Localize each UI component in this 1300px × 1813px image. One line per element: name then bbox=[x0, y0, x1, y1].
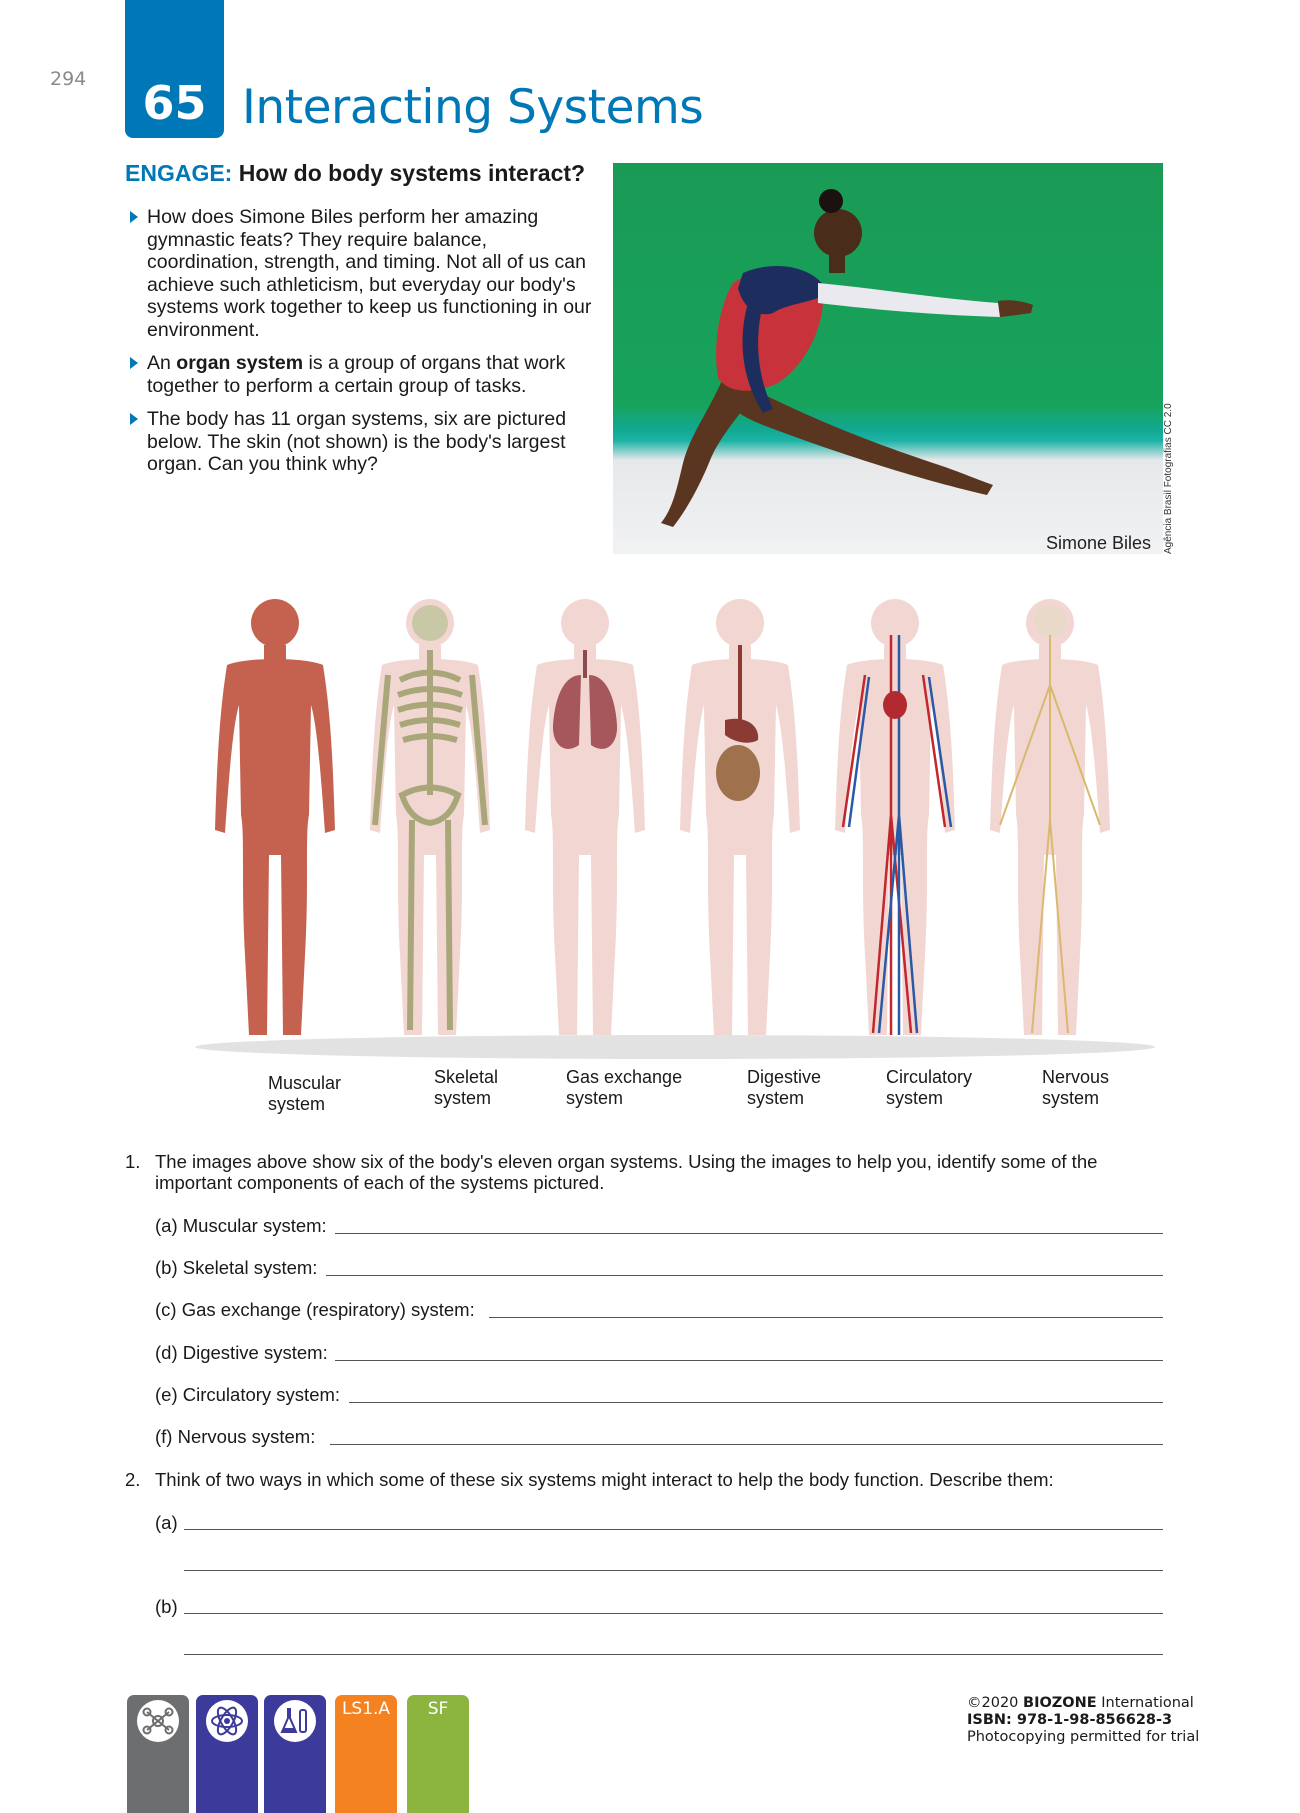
q1e-answer-line[interactable] bbox=[349, 1402, 1163, 1403]
bullet-text: An bbox=[147, 352, 177, 374]
label-gas-exchange: Gas exchange system bbox=[566, 1067, 683, 1108]
page-number: 294 bbox=[50, 68, 87, 90]
engage-question: How do body systems interact? bbox=[238, 160, 586, 186]
bullet-item bbox=[127, 206, 597, 341]
bullet-text: How does Simone Biles perform her amazing gymnastic feats? They require balance, coordination, strength, and timing. Not all of us can achieve such athleticism, but everyday our body's systems work together to keep us functioning in our environment. bbox=[147, 206, 592, 341]
chapter-tab bbox=[125, 0, 224, 138]
bullet-item bbox=[127, 408, 597, 476]
crosscutting-tab bbox=[127, 1695, 189, 1813]
q2b-label: (b) bbox=[155, 1596, 178, 1617]
q1a-answer-line[interactable] bbox=[335, 1233, 1163, 1234]
q2b-answer-line-1[interactable] bbox=[184, 1613, 1163, 1614]
question-1-number: 1. bbox=[125, 1151, 141, 1172]
network-icon bbox=[137, 1700, 179, 1742]
q1f-answer-line[interactable] bbox=[330, 1444, 1163, 1445]
atom-icon bbox=[206, 1700, 248, 1742]
body-systems-figure bbox=[190, 595, 1160, 1060]
q1f-label: (f) Nervous system: bbox=[155, 1426, 316, 1447]
isbn: ISBN: 978-1-98-856628-3 bbox=[967, 1712, 1173, 1728]
science-practice-tab bbox=[196, 1695, 258, 1813]
standard-label: LS1.A bbox=[341, 1699, 391, 1719]
bold-term: organ system bbox=[176, 352, 304, 374]
label-nervous: Nervous system bbox=[1042, 1067, 1110, 1108]
copy-notice: Photocopying permitted for trial bbox=[967, 1729, 1200, 1745]
lab-tab bbox=[264, 1695, 326, 1813]
q2a-answer-line-2[interactable] bbox=[184, 1570, 1163, 1571]
q1d-answer-line[interactable] bbox=[335, 1360, 1163, 1361]
question-2-number: 2. bbox=[125, 1469, 141, 1490]
gymnast-illustration bbox=[613, 163, 1163, 554]
q2a-label: (a) bbox=[155, 1512, 178, 1533]
q1b-label: (b) Skeletal system: bbox=[155, 1257, 318, 1278]
photo-credit: Agência Brasil Fotografias CC 2.0 bbox=[1163, 403, 1174, 554]
engage-label: ENGAGE: bbox=[125, 160, 233, 186]
q1a-label: (a) Muscular system: bbox=[155, 1215, 327, 1236]
gymnast-photo bbox=[613, 163, 1163, 554]
q2a-answer-line-1[interactable] bbox=[184, 1529, 1163, 1530]
bullet-text: The body has 11 organ systems, six are pictured below. The skin (not shown) is the body's largest organ. Can you think why? bbox=[147, 408, 567, 475]
standard-label: SF bbox=[427, 1699, 449, 1719]
q1e-label: (e) Circulatory system: bbox=[155, 1384, 341, 1405]
bullet-item bbox=[127, 352, 597, 397]
engage-heading bbox=[125, 160, 585, 187]
q1c-answer-line[interactable] bbox=[489, 1317, 1163, 1318]
lab-flask-icon bbox=[274, 1700, 316, 1742]
brand-name: BIOZONE bbox=[1023, 1695, 1097, 1711]
chapter-number: 65 bbox=[142, 76, 207, 130]
body-systems-illustration bbox=[190, 595, 1160, 1060]
label-digestive: Digestive system bbox=[747, 1067, 822, 1108]
q1c-label: (c) Gas exchange (respiratory) system: bbox=[155, 1299, 475, 1320]
bullet-text: is a group of organs that work together to perform a certain group of tasks. bbox=[147, 352, 566, 397]
question-1-text: The images above show six of the body's eleven organ systems. Using the images to help you, identify some of the important components of each of the systems pictured. bbox=[155, 1151, 1098, 1193]
question-2-text: Think of two ways in which some of these six systems might interact to help the body function. Describe them: bbox=[155, 1469, 1054, 1490]
q1b-answer-line[interactable] bbox=[326, 1275, 1163, 1276]
label-muscular: Muscular system bbox=[268, 1073, 342, 1114]
footer-copyright: ©2020 BIOZONE International ISBN: 978-1-98-856628-3 Photocopying permitted for trial bbox=[967, 1695, 1200, 1745]
q1d-label: (d) Digestive system: bbox=[155, 1342, 328, 1363]
label-circulatory: Circulatory system bbox=[886, 1067, 973, 1108]
standard-tab-sf bbox=[407, 1695, 469, 1813]
intro-bullets bbox=[127, 206, 597, 487]
label-skeletal: Skeletal system bbox=[434, 1067, 499, 1108]
photo-caption: Simone Biles bbox=[1045, 533, 1151, 553]
standard-tab-ls1a bbox=[335, 1695, 397, 1813]
q2b-answer-line-2[interactable] bbox=[184, 1654, 1163, 1655]
page-title: Interacting Systems bbox=[242, 80, 704, 135]
